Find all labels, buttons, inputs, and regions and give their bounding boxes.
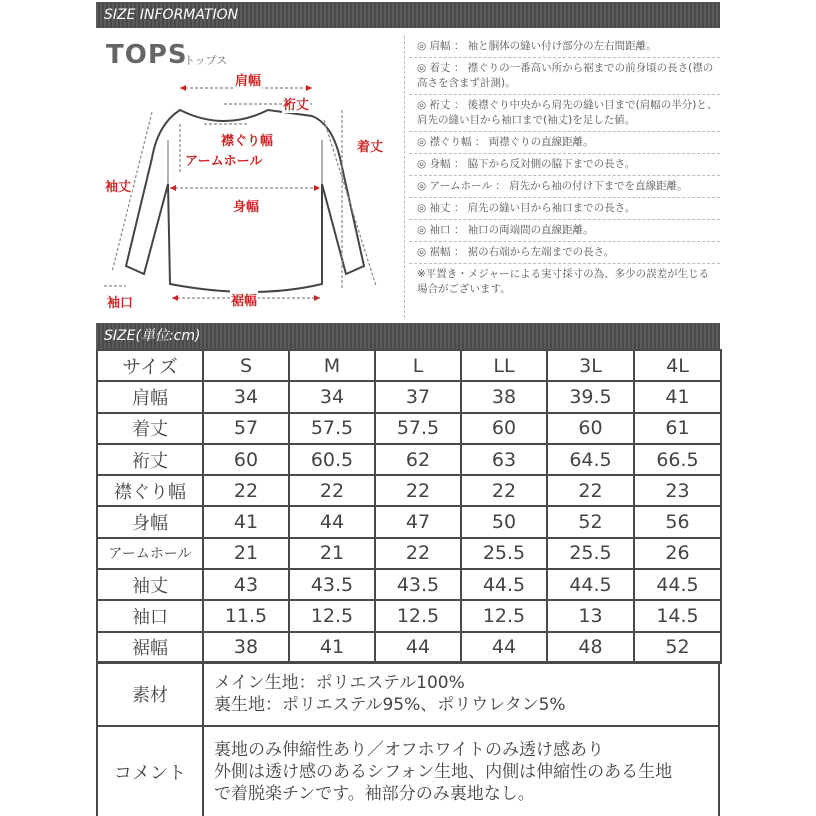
comment-line: 裏地のみ伸縮性あり／オフホワイトのみ透け感あり	[214, 739, 604, 760]
garment-diagram	[96, 28, 404, 318]
table-cell: 57.5	[289, 413, 375, 444]
table-cell: 41	[203, 506, 289, 537]
desc-length: ◎ 着丈 ： 襟ぐりの一番高い所から裾までの前身頃の長さ(襟の高さを含まず計測)。	[409, 58, 720, 95]
table-cell: 44	[375, 632, 461, 663]
label-length: 着丈	[356, 136, 384, 155]
label-hem-width: 裾幅	[230, 290, 258, 309]
table-cell: 13	[547, 600, 634, 631]
desc-yuki: ◎ 裄丈 ： 後襟ぐり中央から肩先の縫い目まで(肩幅の半分)と、肩先の縫い目から袖口まで(袖丈)を足した値。	[409, 95, 720, 132]
table-cell: 60.5	[289, 444, 375, 475]
table-row	[97, 506, 721, 537]
desc-hem-width: ◎ 裾幅 ： 裾の右端から左端までの長さ。	[409, 242, 720, 264]
table-row	[97, 632, 721, 663]
column-header: 4L	[634, 350, 721, 381]
tops-subtitle: トップス	[184, 54, 228, 67]
row-label: アームホール	[97, 538, 203, 569]
table-row	[97, 538, 721, 569]
table-cell: 23	[634, 475, 721, 506]
column-header: 3L	[547, 350, 634, 381]
table-cell: 22	[289, 475, 375, 506]
table-cell: 41	[289, 632, 375, 663]
row-label: 身幅	[97, 506, 203, 537]
size-information-header: SIZE INFORMATION	[96, 2, 720, 28]
row-label: 袖口	[97, 600, 203, 631]
table-cell: 21	[203, 538, 289, 569]
table-cell: 39.5	[547, 381, 634, 412]
size-table	[96, 349, 722, 664]
table-cell: 25.5	[461, 538, 547, 569]
table-cell: 22	[203, 475, 289, 506]
product-info-table	[96, 661, 720, 816]
table-cell: 34	[289, 381, 375, 412]
table-row	[97, 444, 721, 475]
size-table-body	[97, 381, 721, 663]
table-cell: 63	[461, 444, 547, 475]
table-cell: 66.5	[634, 444, 721, 475]
table-cell: 44.5	[461, 569, 547, 600]
material-label: 素材	[97, 662, 203, 726]
column-header: M	[289, 350, 375, 381]
row-label: 裄丈	[97, 444, 203, 475]
row-label: 肩幅	[97, 381, 203, 412]
material-value	[203, 662, 719, 726]
table-row	[97, 569, 721, 600]
desc-armhole: ◎ アームホール ： 肩先から袖の付け下までを直線距離。	[409, 176, 720, 198]
table-cell: 44	[461, 632, 547, 663]
table-header-row	[97, 350, 721, 381]
table-cell: 47	[375, 506, 461, 537]
table-cell: 62	[375, 444, 461, 475]
row-label: 袖丈	[97, 569, 203, 600]
info-panel	[96, 28, 720, 318]
table-cell: 57	[203, 413, 289, 444]
size-unit-header: SIZE(単位:cm)	[96, 323, 720, 349]
table-cell: 26	[634, 538, 721, 569]
table-cell: 12.5	[461, 600, 547, 631]
table-cell: 43	[203, 569, 289, 600]
tops-title: TOPS	[106, 40, 188, 70]
table-cell: 52	[634, 632, 721, 663]
table-cell: 14.5	[634, 600, 721, 631]
label-body-width: 身幅	[232, 196, 260, 215]
table-row	[97, 475, 721, 506]
label-yuki: 裄丈	[282, 94, 310, 113]
column-header: S	[203, 350, 289, 381]
table-cell: 22	[461, 475, 547, 506]
comment-label: コメント	[97, 726, 203, 816]
table-cell: 60	[461, 413, 547, 444]
desc-body-width: ◎ 身幅 ： 脇下から反対側の脇下までの長さ。	[409, 154, 720, 176]
table-cell: 34	[203, 381, 289, 412]
table-cell: 52	[547, 506, 634, 537]
comment-line: で着脱楽チンです。袖部分のみ裏地なし。	[214, 783, 535, 804]
table-cell: 60	[547, 413, 634, 444]
table-cell: 11.5	[203, 600, 289, 631]
table-cell: 25.5	[547, 538, 634, 569]
table-cell: 60	[203, 444, 289, 475]
material-line: 裏生地：ポリエステル95%、ポリウレタン5%	[214, 695, 566, 715]
table-cell: 43.5	[289, 569, 375, 600]
desc-cuff: ◎ 袖口 ： 袖口の両端間の直線距離。	[409, 220, 720, 242]
table-cell: 64.5	[547, 444, 634, 475]
table-cell: 57.5	[375, 413, 461, 444]
table-cell: 38	[461, 381, 547, 412]
table-cell: 43.5	[375, 569, 461, 600]
table-cell: 22	[375, 538, 461, 569]
table-cell: 56	[634, 506, 721, 537]
material-line: メイン生地：ポリエステル100%	[214, 673, 465, 693]
table-row	[97, 600, 721, 631]
table-cell: 37	[375, 381, 461, 412]
column-header: L	[375, 350, 461, 381]
desc-shoulder-width: ◎ 肩幅 ： 袖と胴体の縫い付け部分の左右間距離。	[409, 36, 720, 58]
measurement-note: ※平置き・メジャーによる実寸採寸の為、多少の誤差が生じる場合がございます。	[417, 268, 710, 295]
comment-row	[97, 726, 719, 816]
row-label: 襟ぐり幅	[97, 475, 203, 506]
label-cuff: 袖口	[106, 292, 134, 311]
column-header: サイズ	[97, 350, 203, 381]
label-sleeve-length: 袖丈	[104, 176, 132, 195]
table-cell: 61	[634, 413, 721, 444]
desc-sleeve-length: ◎ 袖丈 ： 肩先の縫い目から袖口までの長さ。	[409, 198, 720, 220]
row-label: 着丈	[97, 413, 203, 444]
table-cell: 41	[634, 381, 721, 412]
table-row	[97, 381, 721, 412]
table-cell: 12.5	[289, 600, 375, 631]
comment-value	[203, 726, 719, 816]
table-cell: 44	[289, 506, 375, 537]
column-header: LL	[461, 350, 547, 381]
measurement-descriptions	[404, 36, 720, 318]
table-cell: 21	[289, 538, 375, 569]
label-armhole: アームホール	[184, 150, 263, 169]
table-cell: 22	[547, 475, 634, 506]
table-row	[97, 413, 721, 444]
table-cell: 12.5	[375, 600, 461, 631]
label-neck-width: 襟ぐり幅	[220, 130, 274, 149]
table-cell: 48	[547, 632, 634, 663]
table-cell: 22	[375, 475, 461, 506]
desc-neck-width: ◎ 襟ぐり幅 ： 両襟ぐりの直線距離。	[409, 132, 720, 154]
table-cell: 50	[461, 506, 547, 537]
row-label: 裾幅	[97, 632, 203, 663]
label-shoulder-width: 肩幅	[234, 70, 262, 89]
comment-line: 外側は透け感のあるシフォン生地、内側は伸縮性のある生地	[214, 761, 673, 782]
material-row	[97, 662, 719, 726]
table-cell: 38	[203, 632, 289, 663]
table-cell: 44.5	[547, 569, 634, 600]
table-cell: 44.5	[634, 569, 721, 600]
